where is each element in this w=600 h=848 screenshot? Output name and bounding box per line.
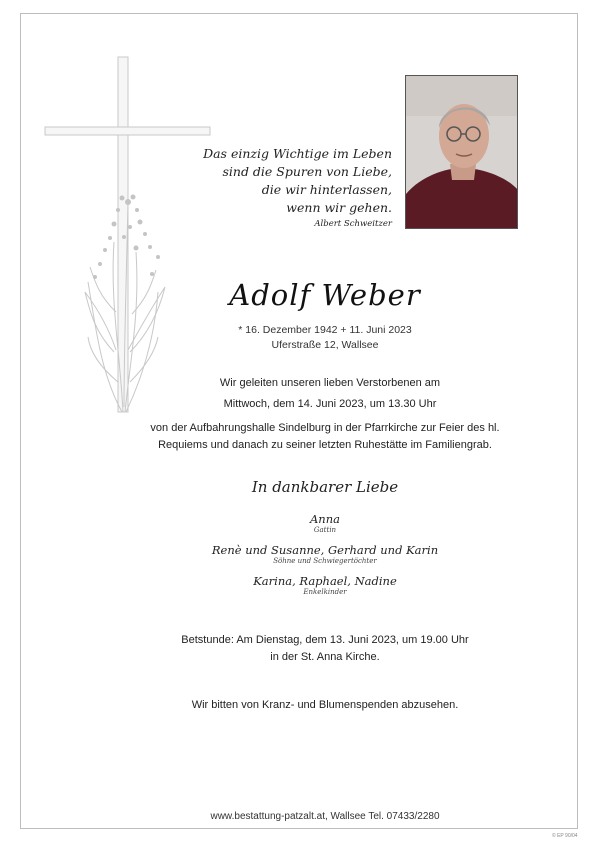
announcement-line: Wir geleiten unseren lieben Verstorbenen am [219, 377, 441, 389]
mourner-names: Karina, Raphael, Nadine [253, 574, 397, 588]
mourner-role: Enkelkinder [303, 588, 347, 596]
prayer-line: in der St. Anna Kirche. [270, 651, 380, 663]
mourner-role: Söhne und Schwiegertöchter [273, 557, 377, 565]
memorial-quote [170, 145, 392, 231]
quote-line: die wir hinterlassen, [261, 182, 392, 197]
flower-request: Wir bitten von Kranz- und Blumenspenden abzusehen. [191, 699, 459, 711]
quote-line: Das einzig Wichtige im Leben [203, 146, 392, 161]
deceased-name: Adolf Weber [229, 278, 421, 312]
mourner-group [150, 574, 500, 596]
footer-contact: www.bestattung-patzalt.at, Wallsee Tel. 07433/2280 [210, 811, 440, 822]
announcement-line: Mittwoch, dem 14. Juni 2023, um 13.30 Uhr [223, 398, 437, 410]
mourner-group [150, 512, 500, 534]
life-dates: * 16. Dezember 1942 + 11. Juni 2023 [238, 324, 412, 336]
document-code: © EP 90/04 [552, 833, 578, 839]
announcement-line: Requiems und danach zu seiner letzten Ruhestätte im Familiengrab. [158, 439, 492, 451]
cross-flower-illustration [40, 52, 215, 422]
quote-line: wenn wir gehen. [286, 200, 392, 215]
mourner-names: Renè und Susanne, Gerhard und Karin [211, 543, 439, 557]
prayer-line: Betstunde: Am Dienstag, dem 13. Juni 2023, um 19.00 Uhr [181, 634, 469, 646]
deceased-address: Uferstraße 12, Wallsee [271, 339, 379, 351]
announcement-intro [100, 375, 560, 413]
mourner-names: Anna [310, 512, 340, 526]
quote-line: sind die Spuren von Liebe, [222, 164, 392, 179]
mourner-role: Gattin [313, 526, 337, 534]
portrait-image [406, 76, 518, 229]
portrait-photo [405, 75, 518, 229]
prayer-info [90, 632, 560, 666]
quote-author: Albert Schweitzer [314, 219, 392, 229]
announcement-details [80, 420, 570, 454]
mourners-heading: In dankbarer Liebe [251, 478, 399, 496]
mourner-group [150, 543, 500, 565]
announcement-line: von der Aufbahrungshalle Sindelburg in der Pfarrkirche zur Feier des hl. [150, 422, 500, 434]
